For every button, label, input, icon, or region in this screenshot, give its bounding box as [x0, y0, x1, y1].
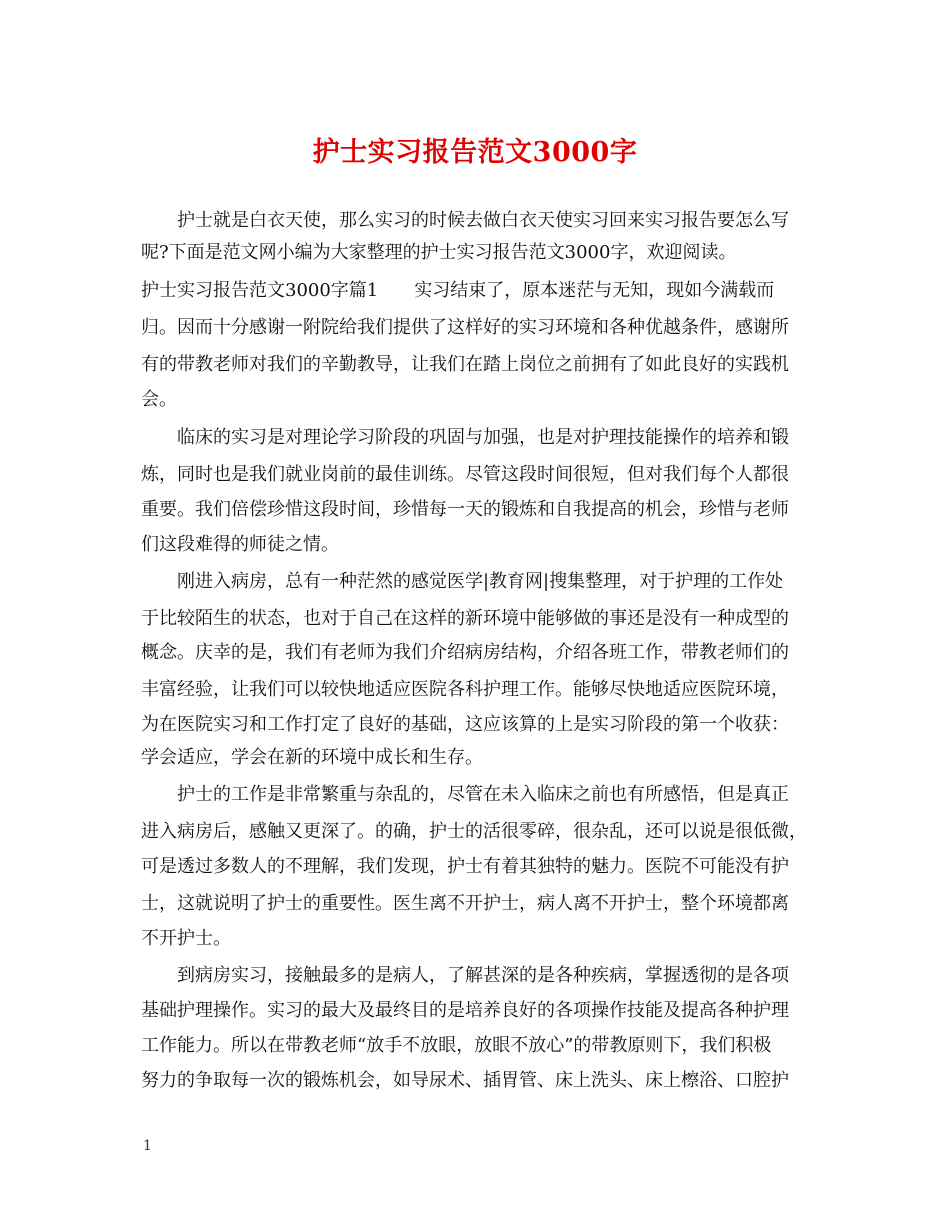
body-line: 概念。庆幸的是，我们有老师为我们介绍病房结构，介绍各班工作，带教老师们的 — [141, 642, 789, 663]
body-line: 会。 — [141, 389, 177, 410]
body-line: 丰富经验，让我们可以较快地适应医院各科护理工作。能够尽快地适应医院环境， — [141, 679, 789, 700]
page-number: 1 — [143, 1138, 152, 1154]
body-line: 刚进入病房，总有一种茫然的感觉医学|教育网|搜集整理，对于护理的工作处 — [141, 571, 784, 592]
body-line: 们这段难得的师徒之情。 — [141, 534, 339, 555]
body-line: 可是透过多数人的不理解，我们发现，护士有着其独特的魅力。医院不可能没有护 — [141, 856, 789, 877]
body-line: 工作能力。所以在带教老师“放手不放眼，放眼不放心”的带教原则下，我们积极 — [141, 1035, 772, 1056]
body-line: 呢?下面是范文网小编为大家整理的护士实习报告范文3000字，欢迎阅读。 — [141, 242, 737, 263]
body-line: 重要。我们倍偿珍惜这段时间，珍惜每一天的锻炼和自我提高的机会，珍惜与老师 — [141, 499, 789, 520]
body-line: 炼，同时也是我们就业岗前的最佳训练。尽管这段时间很短，但对我们每个人都很 — [141, 464, 789, 485]
body-line: 护士就是白衣天使，那么实习的时候去做白衣天使实习回来实习报告要怎么写 — [141, 210, 789, 231]
body-line: 护士的工作是非常繁重与杂乱的，尽管在未入临床之前也有所感悟，但是真正 — [141, 784, 789, 805]
body-line: 为在医院实习和工作打定了良好的基础，这应该算的上是实习阶段的第一个收获： — [141, 714, 789, 735]
body-line: 学会适应，学会在新的环境中成长和生存。 — [141, 747, 483, 768]
body-line: 归。因而十分感谢一附院给我们提供了这样好的实习环境和各种优越条件，感谢所 — [141, 317, 789, 338]
body-line: 有的带教老师对我们的辛勤教导，让我们在踏上岗位之前拥有了如此良好的实践机 — [141, 354, 789, 375]
body-line: 到病房实习，接触最多的是病人，了解甚深的是各种疾病，掌握透彻的是各项 — [141, 965, 789, 986]
body-line: 于比较陌生的状态，也对于自己在这样的新环境中能够做的事还是没有一种成型的 — [141, 608, 789, 629]
body-line: 护士实习报告范文3000字篇1 实习结束了，原本迷茫与无知，现如今满载而 — [141, 280, 775, 301]
body-line: 基础护理操作。实习的最大及最终目的是培养良好的各项操作技能及提高各种护理 — [141, 1000, 789, 1021]
body-line: 进入病房后，感触又更深了。的确，护士的活很零碎，很杂乱，还可以说是很低微， — [141, 821, 807, 842]
body-line: 不开护士。 — [141, 928, 231, 949]
body-line: 临床的实习是对理论学习阶段的巩固与加强，也是对护理技能操作的培养和锻 — [141, 427, 789, 448]
document-title: 护士实习报告范文3000字 — [312, 137, 638, 168]
body-line: 士，这就说明了护士的重要性。医生离不开护士，病人离不开护士，整个环境都离 — [141, 893, 789, 914]
body-line: 努力的争取每一次的锻炼机会，如导尿术、插胃管、床上洗头、床上檫浴、口腔护 — [141, 1070, 789, 1091]
